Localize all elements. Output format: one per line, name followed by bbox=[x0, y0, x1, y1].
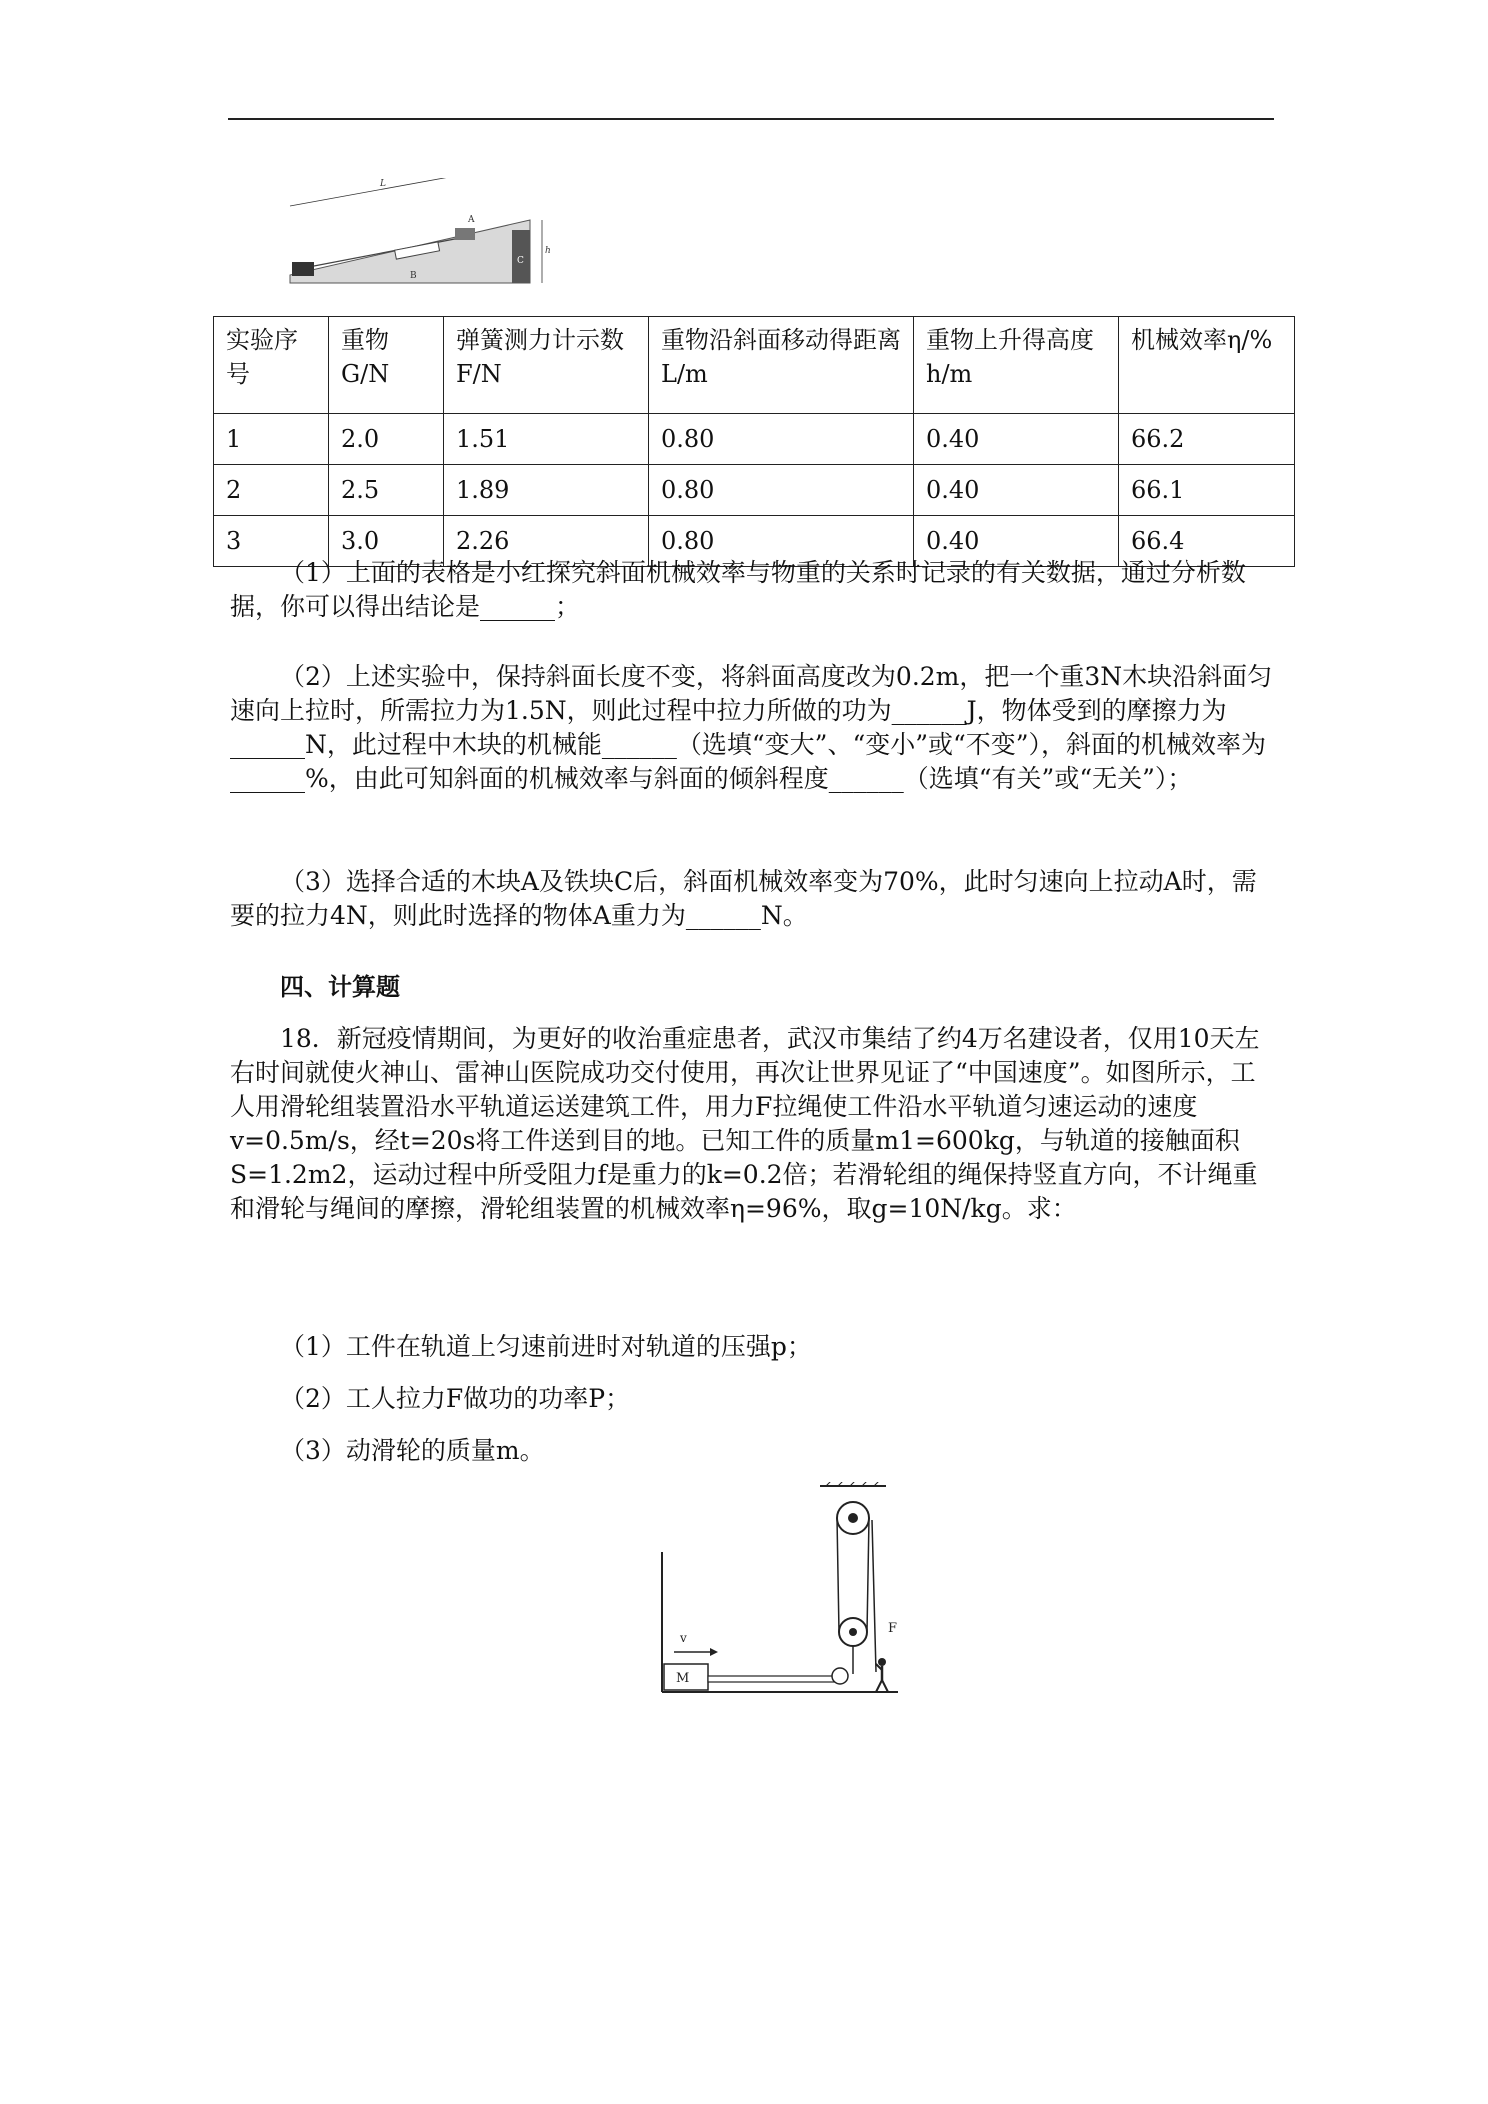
table-row bbox=[214, 465, 1295, 516]
table-cell: 0.80 bbox=[649, 465, 914, 516]
table-cell: 0.80 bbox=[649, 414, 914, 465]
table-cell: 2.0 bbox=[329, 414, 444, 465]
table-header-row bbox=[214, 317, 1295, 414]
label-F: F bbox=[888, 1621, 898, 1636]
problem-18-sub-1: （1）工件在轨道上匀速前进时对轨道的压强p； bbox=[280, 1332, 812, 1361]
table-row bbox=[214, 414, 1295, 465]
label-v: v bbox=[680, 1631, 687, 1645]
table-cell: 66.4 bbox=[1119, 516, 1295, 567]
question-1: （1）上面的表格是小红探究斜面机械效率与物重的关系时记录的有关数据，通过分析数据，你可以得出结论是______； bbox=[230, 558, 1246, 621]
problem-18-sub-2: （2）工人拉力F做功的功率P； bbox=[280, 1384, 631, 1413]
header-rule bbox=[228, 118, 1274, 120]
question-2: （2）上述实验中，保持斜面长度不变，将斜面高度改为0.2m，把一个重3N木块沿斜面匀速向上拉时，所需拉力为1.5N，则此过程中拉力所做的功为______J，物体受到的摩擦力为______N，此过程中木块的机械能______（选填“变大”、“变小”或“不变”），斜面的机械效率为______%，由此可知斜面的机械效率与斜面的倾斜程度______（选填“有关”或“无关”）； bbox=[230, 662, 1273, 793]
table-cell: 2.26 bbox=[444, 516, 649, 567]
label-M: M bbox=[676, 1671, 690, 1686]
table-header-cell: 重物沿斜面移动得距离L/m bbox=[649, 317, 914, 414]
section-title: 四、计算题 bbox=[280, 973, 400, 1001]
table-cell: 2 bbox=[214, 465, 329, 516]
table-cell: 3.0 bbox=[329, 516, 444, 567]
problem-18-sub-3: （3）动滑轮的质量m。 bbox=[280, 1436, 545, 1465]
table-cell: 1.51 bbox=[444, 414, 649, 465]
table-cell: 0.40 bbox=[914, 414, 1119, 465]
label-A: A bbox=[468, 215, 475, 225]
worker bbox=[878, 1658, 886, 1666]
table-cell: 0.40 bbox=[914, 516, 1119, 567]
block-A bbox=[455, 228, 475, 240]
table-cell: 66.1 bbox=[1119, 465, 1295, 516]
table-header-cell: 实验序号 bbox=[214, 317, 329, 414]
block-object bbox=[292, 262, 314, 276]
table-header-cell: 机械效率η/% bbox=[1119, 317, 1295, 414]
label-L: L bbox=[380, 179, 386, 189]
table-cell: 1.89 bbox=[444, 465, 649, 516]
rope-right bbox=[867, 1518, 869, 1632]
question-3: （3）选择合适的木块A及铁块C后，斜面机械效率变为70%，此时匀速向上拉动A时，需要的拉力4N，则此时选择的物体A重力为______N。 bbox=[230, 867, 1257, 930]
rope-pull bbox=[872, 1520, 876, 1672]
dim-line-L bbox=[290, 178, 466, 206]
table-cell: 0.80 bbox=[649, 516, 914, 567]
table-cell: 3 bbox=[214, 516, 329, 567]
track bbox=[708, 1676, 838, 1682]
table-cell: 1 bbox=[214, 414, 329, 465]
data-table bbox=[213, 316, 1295, 567]
table-cell: 0.40 bbox=[914, 465, 1119, 516]
pulley-figure bbox=[650, 1482, 910, 1710]
problem-18-text: 18．新冠疫情期间，为更好的收治重症患者，武汉市集结了约4万名建设者，仅用10天左右时间就使火神山、雷神山医院成功交付使用，再次让世界见证了“中国速度”。如图所示，工人用滑轮组装置沿水平轨道运送建筑工件，用力F拉绳使工件沿水平轨道匀速运动的速度v=0.5m/s，经t=20s将工件送到目的地。已知工件的质量m1=600kg，与轨道的接触面积S=1.2m2，运动过程中所受阻力f是重力的k=0.2倍；若滑轮组的绳保持竖直方向，不计绳重和滑轮与绳间的摩擦，滑轮组装置的机械效率η=96%，取g=10N/kg。求： bbox=[230, 1024, 1260, 1223]
table-header-cell: 重物上升得高度h/m bbox=[914, 317, 1119, 414]
guide-wheel bbox=[832, 1668, 848, 1684]
label-B: B bbox=[410, 271, 417, 281]
label-h: h bbox=[545, 246, 551, 256]
rope-left bbox=[837, 1518, 839, 1632]
table-header-cell: 重物G/N bbox=[329, 317, 444, 414]
table-cell: 2.5 bbox=[329, 465, 444, 516]
table-cell: 66.2 bbox=[1119, 414, 1295, 465]
label-C: C bbox=[517, 256, 524, 266]
incline-figure bbox=[280, 178, 570, 298]
table-header-cell: 弹簧测力计示数F/N bbox=[444, 317, 649, 414]
